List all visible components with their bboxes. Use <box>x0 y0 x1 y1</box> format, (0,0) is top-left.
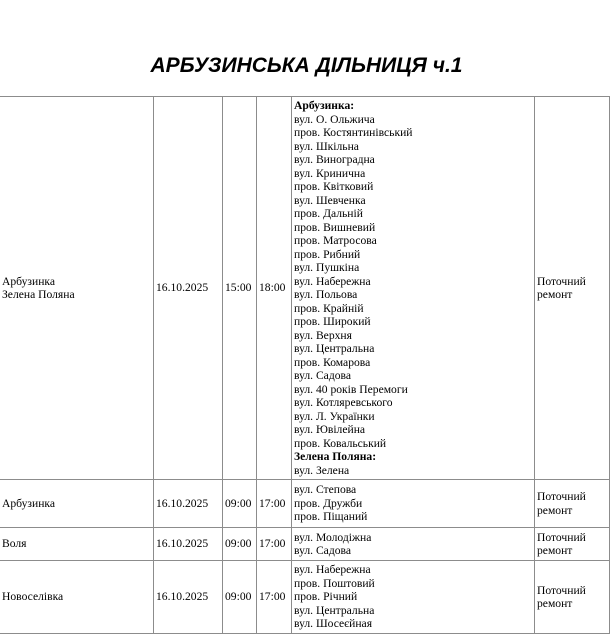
date-cell: 16.10.2025 <box>154 97 223 480</box>
date-cell: 16.10.2025 <box>154 561 223 634</box>
table-row <box>0 97 610 480</box>
outage-schedule-table <box>0 96 610 634</box>
work-type-cell <box>535 561 610 634</box>
location-cell <box>0 97 154 480</box>
work-type-text: Поточний <box>537 274 586 288</box>
location-name: Зелена Поляна <box>2 288 75 301</box>
work-type-text: Поточний <box>537 583 586 597</box>
street-name: вул. Котляревського <box>294 396 393 409</box>
work-type-text: ремонт <box>537 503 573 517</box>
street-name: вул. Садова <box>294 369 351 382</box>
work-type-text: ремонт <box>537 597 573 610</box>
streets-cell <box>292 480 535 528</box>
location-cell <box>0 480 154 528</box>
start-time-cell: 09:00 <box>223 528 257 561</box>
street-name: пров. Піщаний <box>294 510 368 524</box>
street-name: вул. О. Ольжича <box>294 112 375 126</box>
location-name: Новоселівка <box>2 590 64 604</box>
start-time-cell: 09:00 <box>223 561 257 634</box>
end-time-cell: 17:00 <box>257 561 292 634</box>
street-name: пров. Поштовий <box>294 576 375 590</box>
end-time-cell: 17:00 <box>257 528 292 561</box>
location-cell <box>0 528 154 561</box>
street-name: пров. Широкий <box>294 315 371 328</box>
date-cell: 16.10.2025 <box>154 480 223 528</box>
end-time-cell: 17:00 <box>257 480 292 528</box>
end-time-cell: 18:00 <box>257 97 292 480</box>
work-type-text: Поточний <box>537 490 586 503</box>
street-name: вул. Виноградна <box>294 153 375 166</box>
streets-cell <box>292 528 535 561</box>
street-name: пров. Матросова <box>294 234 377 247</box>
street-name: вул. Шосеєйная <box>294 617 373 631</box>
work-type-text: ремонт <box>537 544 573 557</box>
settlement-heading: Зелена Поляна: <box>294 450 377 463</box>
street-name: вул. Кринична <box>294 166 366 180</box>
streets-cell <box>292 97 535 480</box>
street-name: пров. Костянтинівський <box>294 126 413 139</box>
street-name: вул. Молодіжна <box>294 530 372 544</box>
street-name: вул. Зелена <box>294 463 350 477</box>
start-time-cell: 15:00 <box>223 97 257 480</box>
street-name: пров. Квітковий <box>294 180 374 193</box>
location-name: Арбузинка <box>2 274 56 288</box>
street-name: вул. Центральна <box>294 603 375 617</box>
street-name: пров. Дальній <box>294 207 363 220</box>
street-name: пров. Вишневий <box>294 220 376 234</box>
street-name: вул. Пушкіна <box>294 261 360 274</box>
page-title: АРБУЗИНСЬКА ДІЛЬНИЦЯ ч.1 <box>150 54 463 77</box>
street-name: пров. Рибний <box>294 247 361 261</box>
table-row <box>0 528 610 561</box>
street-name: вул. Ювілейна <box>294 423 366 436</box>
table-row <box>0 561 610 634</box>
street-name: вул. Польова <box>294 288 358 301</box>
location-cell <box>0 561 154 634</box>
work-type-text: ремонт <box>537 288 573 301</box>
street-name: вул. Степова <box>294 483 357 497</box>
settlement-heading: Арбузинка: <box>294 99 355 112</box>
table-row <box>0 480 610 528</box>
work-type-cell <box>535 97 610 480</box>
street-name: пров. Ковальський <box>294 436 387 450</box>
street-name: вул. Л. Українки <box>294 409 375 423</box>
work-type-text: Поточний <box>537 530 586 544</box>
street-name: вул. Набережна <box>294 563 371 577</box>
street-name: вул. Верхня <box>294 328 352 342</box>
streets-cell <box>292 561 535 634</box>
start-time-cell: 09:00 <box>223 480 257 528</box>
street-name: вул. Набережна <box>294 274 371 288</box>
street-name: вул. Центральна <box>294 342 375 355</box>
street-name: вул. Шевченка <box>294 193 366 207</box>
work-type-cell <box>535 480 610 528</box>
location-name: Арбузинка <box>2 496 56 510</box>
date-cell: 16.10.2025 <box>154 528 223 561</box>
street-name: пров. Дружби <box>294 496 363 510</box>
work-type-cell <box>535 528 610 561</box>
street-name: пров. Крайній <box>294 301 364 315</box>
street-name: вул. Садова <box>294 544 351 557</box>
street-name: вул. Шкільна <box>294 139 359 153</box>
location-name: Воля <box>2 537 27 551</box>
street-name: пров. Комарова <box>294 355 371 369</box>
street-name: вул. 40 років Перемоги <box>294 382 408 396</box>
street-name: пров. Річний <box>294 590 358 604</box>
